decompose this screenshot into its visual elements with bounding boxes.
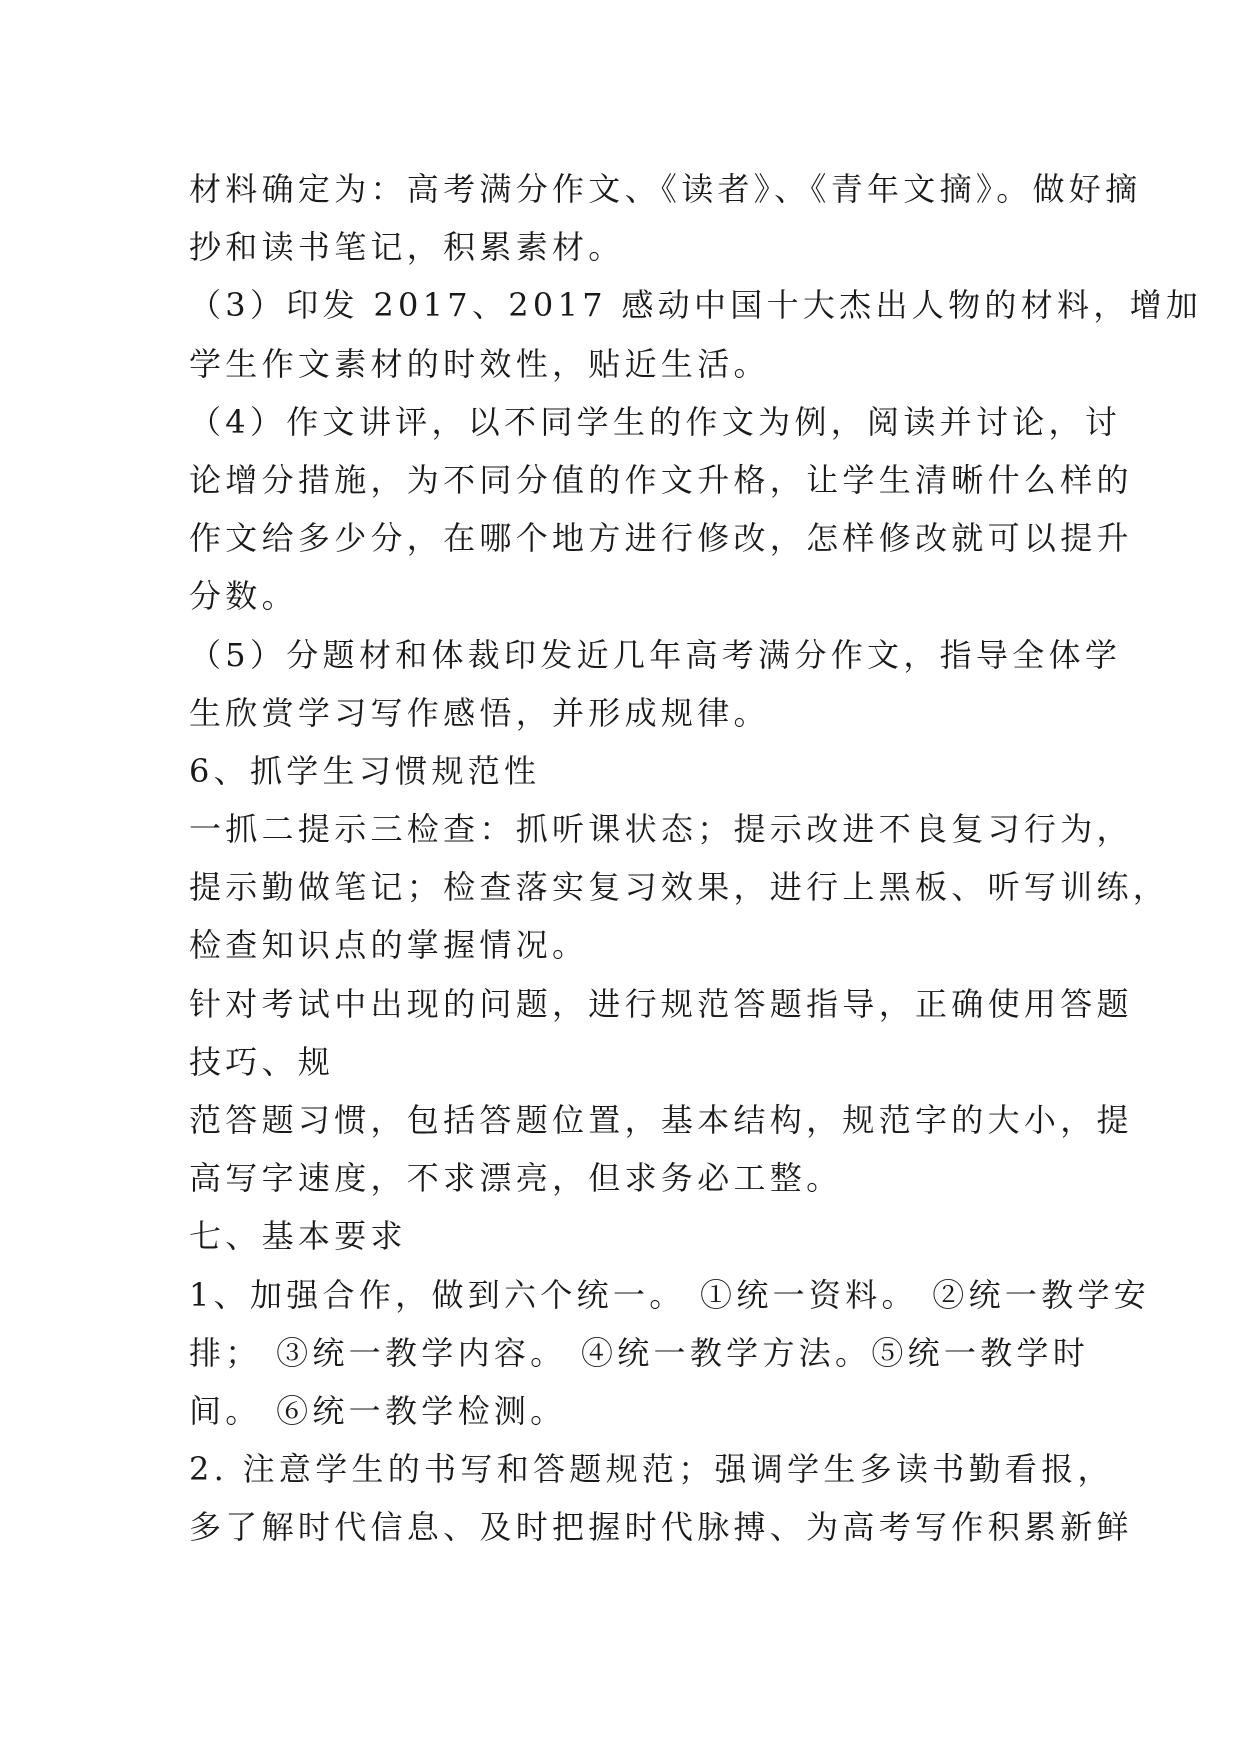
text-line: 一抓二提示三检查：抓听课状态；提示改进不良复习行为， (189, 810, 1133, 849)
text-line: 论增分措施，为不同分值的作文升格，让学生清晰什么样的 (189, 460, 1133, 499)
text-line: 排； ③统一教学内容。 ④统一教学方法。⑤统一教学时 (189, 1333, 1090, 1372)
text-line: 间。 ⑥统一教学检测。 (189, 1391, 567, 1430)
text-line: 高写字速度，不求漂亮，但求务必工整。 (189, 1159, 843, 1198)
text-line: 生欣赏学习写作感悟，并形成规律。 (189, 693, 770, 732)
document-body (189, 160, 1203, 1557)
text-line: 作文给多少分，在哪个地方进行修改，怎样修改就可以提升 (189, 519, 1133, 558)
text-line: 材料确定为：高考满分作文、《读者》、《青年文摘》。做好摘 (189, 170, 1142, 208)
text-line: 分数。 (189, 577, 298, 616)
text-line: 抄和读书笔记，积累素材。 (189, 228, 625, 267)
text-line: （4）作文讲评，以不同学生的作文为例，阅读并讨论，讨 (189, 402, 1122, 441)
text-line: 学生作文素材的时效性，贴近生活。 (189, 344, 770, 383)
text-line: 检查知识点的掌握情况。 (189, 926, 589, 965)
text-line: 提示勤做笔记；检查落实复习效果，进行上黑板、听写训练， (189, 868, 1170, 907)
text-line: 1、加强合作，做到六个统一。 ①统一资料。 ②统一教学安 (189, 1275, 1151, 1314)
text-line: （3）印发 2017、2017 感动中国十大杰出人物的材料，增加 (189, 286, 1203, 325)
text-line: 针对考试中出现的问题，进行规范答题指导，正确使用答题 (189, 984, 1133, 1023)
text-line: 多了解时代信息、及时把握时代脉搏、为高考写作积累新鲜 (189, 1508, 1133, 1547)
text-line: 技巧、规 (189, 1042, 335, 1081)
text-line: 范答题习惯，包括答题位置，基本结构，规范字的大小，提 (189, 1101, 1133, 1139)
text-line: 2. 注意学生的书写和答题规范；强调学生多读书勤看报， (189, 1450, 1114, 1489)
section-heading: 七、基本要求 (189, 1217, 407, 1256)
section-heading: 6、抓学生习惯规范性 (189, 751, 541, 790)
text-line: （5）分题材和体裁印发近几年高考满分作文，指导全体学 (189, 635, 1122, 674)
